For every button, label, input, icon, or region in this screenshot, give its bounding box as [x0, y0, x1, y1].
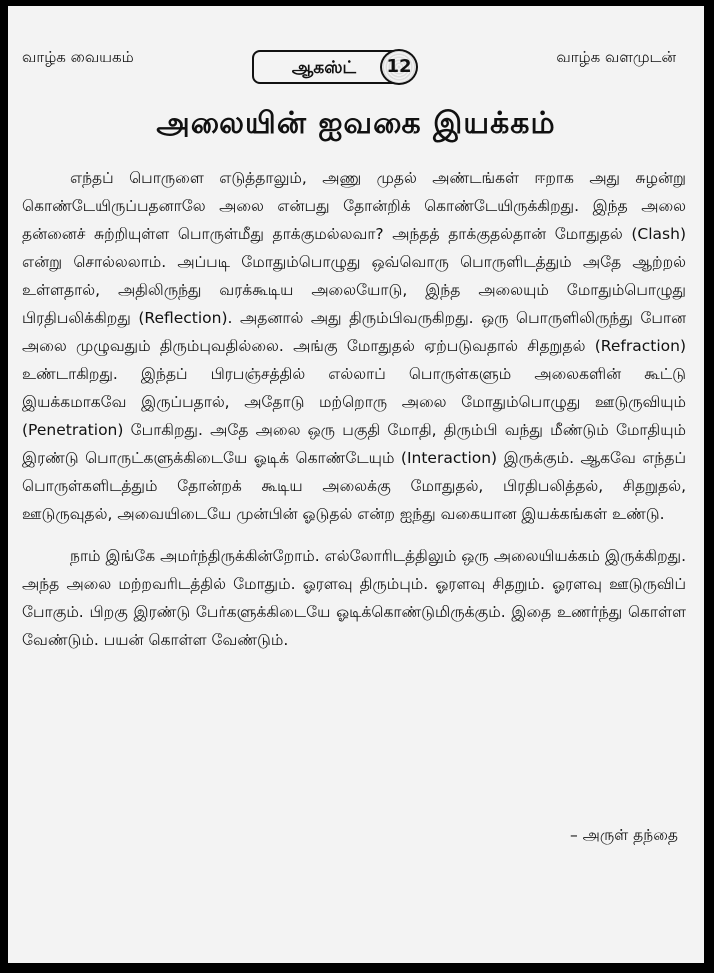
- day-number: 12: [380, 49, 418, 85]
- paragraph-2: நாம் இங்கே அமர்ந்திருக்கின்றோம். எல்லோரிடத்திலும் ஒரு அலையியக்கம் இருக்கிறது. அந்த அலை மற்றவரிடத்தில் மோதும். ஓரளவு திரும்பும். ஓரளவு சிதறும். ஓரளவு ஊடுருவிப் போகும். பிறகு இரண்டு பேர்களுக்கிடையே ஓடிக்கொண்டுமிருக்கும். இதை உணர்ந்து கொள்ள வேண்டும். பயன் கொள்ள வேண்டும்.: [22, 547, 686, 649]
- date-badge: [252, 50, 412, 84]
- signature: – அருள் தந்தை: [570, 826, 678, 844]
- header-right-text: வாழ்க வளமுடன்: [556, 48, 676, 66]
- month-label: ஆகஸ்ட்: [291, 58, 357, 78]
- paragraph-1: எந்தப் பொருளை எடுத்தாலும், அணு முதல் அண்டங்கள் ஈறாக அது சுழன்று கொண்டேயிருப்பதனாலே அலை என்பது தோன்றிக் கொண்டேயிருக்கிறது. இந்த அலை தன்னைச் சுற்றியுள்ள பொருள்மீது தாக்குமல்லவா? அந்தத் தாக்குதல்தான் மோதுதல் (Clash) என்று சொல்லலாம். அப்படி மோதும்பொழுது ஒவ்வொரு பொருளிடத்தும் அதே ஆற்றல் உள்ளதால், அதிலிருந்து வரக்கூடிய அலையோடு, இந்த அலையும் மோதும்பொழுது பிரதிபலிக்கிறது (Reflection). அதனால் அது திரும்பிவருகிறது. ஒரு பொருளிலிருந்து போன அலை முழுவதும் திரும்புவதில்லை. அங்கு மோதுதல் ஏற்படுவதால் சிதறுதல் (Refraction) உண்டாகிறது. இந்தப் பிரபஞ்சத்தில் எல்லாப் பொருள்களும் அலைகளின் கூட்டு இயக்கமாகவே இருப்பதால், அதோடு மற்றொரு அலை மோதும்பொழுது ஊடுருவியும் (Penetration) போகிறது. அதே அலை ஒரு பகுதி மோதி, திரும்பி வந்து மீண்டும் மோதியும் இரண்டு பொருட்களுக்கிடையே ஓடிக் கொண்டேயும் (Interaction) இருக்கும். ஆகவே எந்தப் பொருள்களிடத்தும் தோன்றக் கூடிய அலைக்கு மோதுதல், பிரதிபலித்தல், சிதறுதல், ஊடுருவுதல், அவையிடையே முன்பின் ஓடுதல் என்ற ஐந்து வகையான இயக்கங்கள் உண்டு.: [22, 169, 686, 523]
- page: [8, 6, 704, 963]
- body-text: [22, 164, 686, 654]
- page-title: அலையின் ஐவகை இயக்கம்: [156, 106, 556, 141]
- header: [8, 46, 704, 90]
- header-left-text: வாழ்க வையகம்: [22, 48, 134, 66]
